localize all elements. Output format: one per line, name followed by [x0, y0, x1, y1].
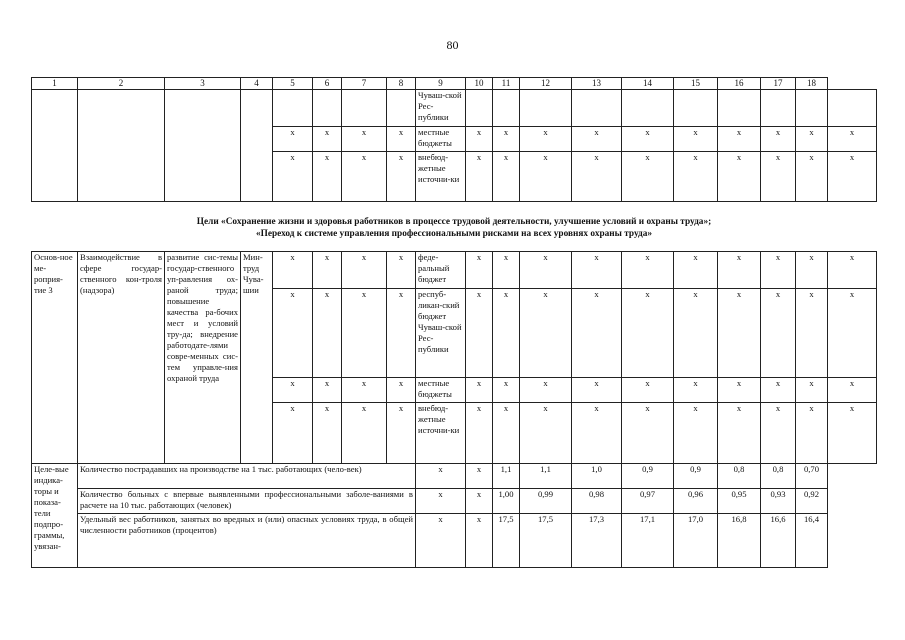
table-cell: x	[622, 152, 674, 202]
table-cell	[674, 90, 718, 127]
header-cell: 10	[466, 78, 493, 90]
table-cell: x	[520, 127, 572, 152]
indicator-value: x	[416, 514, 466, 568]
table-cell: x	[493, 252, 520, 289]
table-cell	[718, 90, 761, 127]
table-cell: x	[466, 378, 493, 403]
indicator-value: 17,1	[622, 514, 674, 568]
indicator-row	[32, 489, 877, 514]
indicator-name: Удельный вес работников, занятых во вредных и (или) опасных условиях труда, в общей численности работников (процентов)	[78, 514, 416, 568]
table-cell: x	[674, 289, 718, 378]
indicator-value: 1,00	[493, 489, 520, 514]
indicator-value: 0,70	[796, 464, 828, 489]
indicator-value: x	[466, 464, 493, 489]
indicator-value: 0,8	[718, 464, 761, 489]
table-cell: x	[313, 152, 342, 202]
header-cell: 4	[241, 78, 273, 90]
indicator-value: x	[416, 489, 466, 514]
table-cell: x	[761, 252, 796, 289]
indicator-value: 17,5	[520, 514, 572, 568]
header-cell: 9	[416, 78, 466, 90]
table-cell	[387, 90, 416, 127]
table-cell: x	[273, 152, 313, 202]
goal-heading	[31, 216, 877, 240]
table-cell: x	[466, 127, 493, 152]
table-cell: x	[674, 152, 718, 202]
table-row	[32, 90, 877, 127]
header-cell: 8	[387, 78, 416, 90]
table-cell: x	[718, 152, 761, 202]
table-cell: x	[761, 289, 796, 378]
indicator-value: 17,0	[674, 514, 718, 568]
table-cell: x	[466, 289, 493, 378]
table-cell: x	[387, 252, 416, 289]
table-cell: x	[520, 252, 572, 289]
table-cell: x	[622, 403, 674, 464]
funding-source: местные бюджеты	[416, 127, 466, 152]
indicator-name: Количество пострадавших на производстве на 1 тыс. работающих (чело-век)	[78, 464, 416, 489]
table-cell: x	[342, 403, 387, 464]
indicator-name: Количество больных с впервые выявленными профессиональными заболе-ваниями в расчете на 10 тыс. работающих (человек)	[78, 489, 416, 514]
table-cell: x	[520, 403, 572, 464]
table-cell: x	[387, 378, 416, 403]
table-cell	[796, 90, 828, 127]
indicator-value: 1,1	[493, 464, 520, 489]
table-cell: x	[520, 289, 572, 378]
goal-line-1: Цели «Сохранение жизни и здоровья работников в процессе трудовой деятельности, улучшение условий и охраны труда»;	[196, 217, 712, 227]
table-cell: x	[828, 127, 877, 152]
table-cell: x	[718, 403, 761, 464]
indicator-value: x	[416, 464, 466, 489]
indicator-value: 16,4	[796, 514, 828, 568]
table-cell: x	[572, 252, 622, 289]
indicator-value: 0,96	[674, 489, 718, 514]
table-cell: x	[466, 152, 493, 202]
table-cell	[622, 90, 674, 127]
header-cell: 14	[622, 78, 674, 90]
table-cell: x	[572, 289, 622, 378]
indicators-label: Целе-вые индика-торы и показа-тели подпро-граммы, увязан-	[32, 464, 78, 568]
table-cell: x	[718, 252, 761, 289]
table-cell	[828, 90, 877, 127]
table-cell: x	[796, 252, 828, 289]
table-cell: x	[828, 378, 877, 403]
table-cell: x	[718, 378, 761, 403]
indicator-value: 0,95	[718, 489, 761, 514]
table-cell: x	[828, 289, 877, 378]
table-cell	[313, 90, 342, 127]
page-number: 80	[446, 38, 459, 52]
table-cell: x	[493, 403, 520, 464]
funding-source: внебюд-жетные источни-ки	[416, 403, 466, 464]
table-cell: x	[273, 252, 313, 289]
table-cell: x	[342, 378, 387, 403]
header-cell: 12	[520, 78, 572, 90]
table-cell: x	[342, 289, 387, 378]
table-cell: x	[674, 403, 718, 464]
table-cell: x	[796, 378, 828, 403]
table-cell	[572, 90, 622, 127]
table-cell: x	[387, 289, 416, 378]
top-table	[31, 77, 877, 202]
table-cell: x	[520, 378, 572, 403]
header-cell: 2	[78, 78, 165, 90]
table-cell: x	[313, 378, 342, 403]
table-cell: x	[796, 289, 828, 378]
funding-source: Чуваш-ской Рес-публики	[416, 90, 466, 127]
table-cell: x	[761, 127, 796, 152]
funding-source: респуб-ликан-ский бюджет Чуваш-ской Рес-публики	[416, 289, 466, 378]
table-cell: x	[273, 378, 313, 403]
table-cell: x	[572, 403, 622, 464]
indicator-value: 0,93	[761, 489, 796, 514]
responsible-executor: Мин-труд Чува-шии	[241, 252, 273, 464]
header-cell: 18	[796, 78, 828, 90]
table-cell: x	[313, 403, 342, 464]
table-cell: x	[674, 252, 718, 289]
table-cell: x	[520, 152, 572, 202]
indicator-value: 0,98	[572, 489, 622, 514]
table-cell: x	[387, 152, 416, 202]
indicator-value: 0,9	[674, 464, 718, 489]
table-row	[32, 252, 877, 289]
empty-cell	[32, 90, 78, 202]
empty-cell	[165, 90, 241, 202]
table-cell: x	[828, 403, 877, 464]
header-cell: 1	[32, 78, 78, 90]
empty-cell	[241, 90, 273, 202]
table-cell: x	[828, 152, 877, 202]
table-cell	[493, 90, 520, 127]
table-cell: x	[493, 378, 520, 403]
table-cell: x	[828, 252, 877, 289]
table-cell: x	[796, 152, 828, 202]
table-cell: x	[572, 152, 622, 202]
event-description: развитие сис-темы государ-ственного уп-равления ох-раной труда; повышение качества ра-бочих мест и условий тру-да; внедрение работодате-лями совре-менных сис-тем управле-ния охраной труда	[165, 252, 241, 464]
indicator-value: 0,9	[622, 464, 674, 489]
indicator-row	[32, 464, 877, 489]
header-cell: 6	[313, 78, 342, 90]
header-cell: 17	[761, 78, 796, 90]
table-cell	[466, 90, 493, 127]
table-cell: x	[572, 127, 622, 152]
table-cell: x	[761, 378, 796, 403]
table-cell	[520, 90, 572, 127]
indicator-value: x	[466, 489, 493, 514]
indicator-value: 0,92	[796, 489, 828, 514]
header-cell: 16	[718, 78, 761, 90]
goal-line-2: «Переход к системе управления профессиональными рисками на всех уровнях охраны труда»	[255, 229, 653, 239]
table-cell: x	[313, 289, 342, 378]
table-cell: x	[674, 127, 718, 152]
table-cell: x	[674, 378, 718, 403]
table-cell	[273, 90, 313, 127]
funding-source: местные бюджеты	[416, 378, 466, 403]
table-cell: x	[622, 252, 674, 289]
indicator-value: 16,6	[761, 514, 796, 568]
table-cell: x	[622, 127, 674, 152]
table-cell: x	[313, 252, 342, 289]
table-cell: x	[622, 378, 674, 403]
header-cell: 15	[674, 78, 718, 90]
table-cell: x	[493, 289, 520, 378]
table-cell	[342, 90, 387, 127]
indicator-value: 0,99	[520, 489, 572, 514]
indicator-value: 17,3	[572, 514, 622, 568]
indicator-value: 0,97	[622, 489, 674, 514]
table-cell: x	[387, 127, 416, 152]
indicator-value: 1,1	[520, 464, 572, 489]
table-cell: x	[466, 403, 493, 464]
header-row	[32, 78, 877, 90]
header-cell: 3	[165, 78, 241, 90]
table-cell: x	[572, 378, 622, 403]
table-cell: x	[796, 403, 828, 464]
table-cell: x	[342, 127, 387, 152]
table-cell: x	[622, 289, 674, 378]
indicator-value: 0,8	[761, 464, 796, 489]
header-cell: 7	[342, 78, 387, 90]
table-cell: x	[273, 403, 313, 464]
table-cell: x	[718, 127, 761, 152]
table-cell: x	[313, 127, 342, 152]
table-cell: x	[761, 403, 796, 464]
table-cell: x	[493, 127, 520, 152]
table-cell: x	[273, 289, 313, 378]
table-cell: x	[342, 252, 387, 289]
indicator-value: 1,0	[572, 464, 622, 489]
funding-source: внебюд-жетные источни-ки	[416, 152, 466, 202]
indicator-value: x	[466, 514, 493, 568]
table-cell: x	[273, 127, 313, 152]
table-cell	[761, 90, 796, 127]
indicator-value: 17,5	[493, 514, 520, 568]
indicator-value: 16,8	[718, 514, 761, 568]
main-table	[31, 251, 877, 568]
indicator-row	[32, 514, 877, 568]
table-cell: x	[761, 152, 796, 202]
event-name: Взаимодействие в сфере государ-ственного кон-троля (надзора)	[78, 252, 165, 464]
table-cell: x	[342, 152, 387, 202]
table-cell: x	[493, 152, 520, 202]
header-cell: 13	[572, 78, 622, 90]
table-cell: x	[387, 403, 416, 464]
funding-source: феде-ральный бюджет	[416, 252, 466, 289]
table-cell: x	[796, 127, 828, 152]
empty-cell	[78, 90, 165, 202]
event-label: Основ-ное ме-роприя-тие 3	[32, 252, 78, 464]
header-cell: 11	[493, 78, 520, 90]
header-cell: 5	[273, 78, 313, 90]
table-cell: x	[466, 252, 493, 289]
table-cell: x	[718, 289, 761, 378]
